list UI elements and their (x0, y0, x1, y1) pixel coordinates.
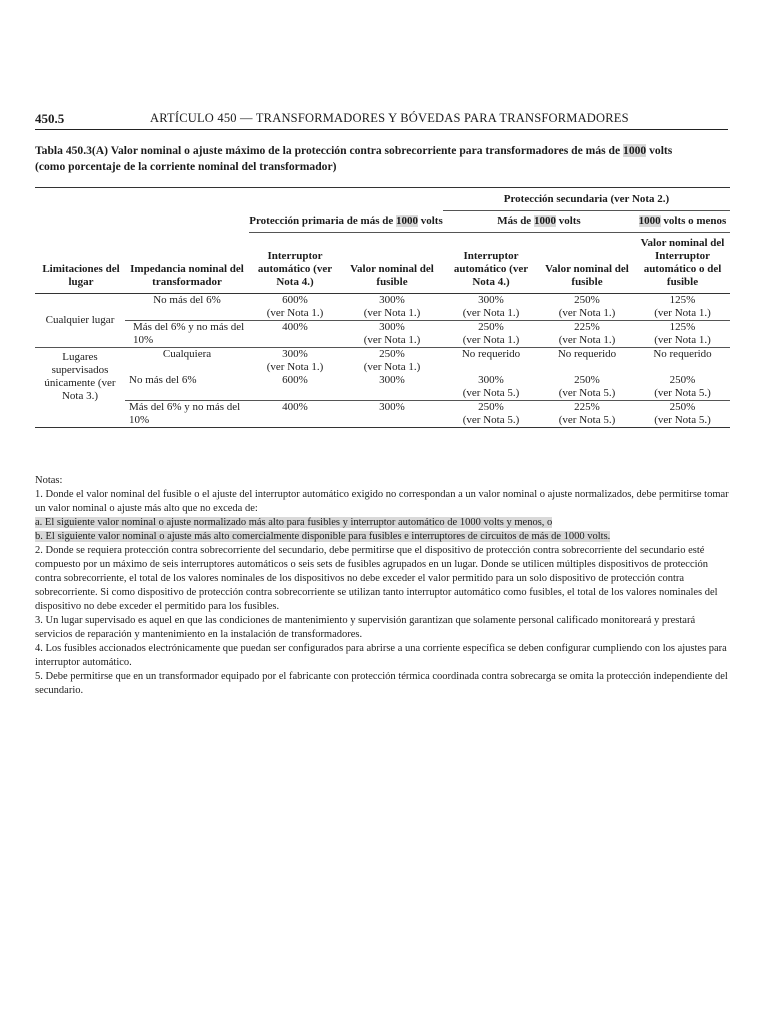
secondary-protection-header: Protección secundaria (ver Nota 2.) (443, 188, 730, 211)
note-5: 5. Debe permitirse que en un transformador equipado por el fabricante con protección térmica coordinada contra sobrecarga se omita la protección independiente del secundario. (35, 671, 728, 696)
secondary-over-header (443, 210, 635, 232)
secondary-breaker-header: Interruptor automático (ver Nota 4.) (453, 249, 529, 288)
secondary-breaker-cell: 300% (ver Nota 5.) (462, 373, 520, 399)
primary-fuse-cell: 250% (ver Nota 1.) (363, 347, 421, 373)
table-title-text: Tabla 450.3(A) Valor nominal o ajuste máximo de la protección contra sobrecorriente para transformadores de más de (35, 144, 624, 157)
secondary-breaker-cell: 250% (ver Nota 1.) (462, 320, 520, 346)
primary-breaker-cell: 300% (ver Nota 1.) (266, 347, 324, 373)
primary-header-text: Protección primaria de más de (249, 214, 396, 227)
secondary-under-rating-header: Valor nominal del Interruptor automático o del fusible (640, 236, 725, 288)
page-header (35, 109, 728, 130)
impedance-header: Impedancia nominal del transformador (130, 262, 244, 288)
sec-over-highlight: 1000 (533, 214, 556, 227)
table-row (35, 347, 730, 374)
section-number: 450.5 (35, 111, 65, 126)
notes-heading: Notas: (35, 475, 63, 486)
sec-under-highlight: 1000 (638, 214, 661, 227)
secondary-under-header (635, 210, 730, 232)
impedance-cell: No más del 6% (129, 373, 197, 386)
article-title: ARTÍCULO 450 — TRANSFORMADORES Y BÓVEDAS PARA TRANSFORMADORES (150, 111, 629, 125)
primary-fuse-header: Valor nominal del fusible (350, 262, 434, 288)
primary-fuse-cell: 300% (379, 400, 405, 413)
impedance-cell: Más del 6% y no más del 10% (129, 400, 241, 426)
secondary-under-cell: 250% (ver Nota 5.) (654, 373, 711, 399)
primary-breaker-header: Interruptor automático (ver Nota 4.) (257, 249, 333, 288)
note-3: 3. Un lugar supervisado es aquel en que las condiciones de mantenimiento y supervisión garantizan que solamente personal calificado monitoreará y prestará servicios de reparación y mantenimiento en la instalación de transformadores. (35, 615, 696, 640)
primary-breaker-cell: 600% (ver Nota 1.) (266, 293, 324, 319)
secondary-breaker-cell: No requerido (461, 347, 521, 360)
secondary-fuse-cell: No requerido (557, 347, 617, 360)
table-title-unit: volts (646, 144, 673, 157)
table-subtitle: (como porcentaje de la corriente nominal del transformador) (35, 160, 337, 173)
impedance-cell: Cualquiera (162, 347, 212, 360)
primary-header-highlight: 1000 (396, 214, 418, 227)
primary-fuse-cell: 300% (379, 373, 405, 386)
location-cell: Cualquier lugar (35, 293, 125, 347)
note-1: 1. Donde el valor nominal del fusible o el ajuste del interruptor automático exigido no correspondan a un valor nominal o ajuste normalizados, debe permitirse tomar un valor nominal o ajuste más alto que no exceda de: (35, 489, 729, 514)
secondary-under-cell: 125% (ver Nota 1.) (654, 320, 711, 346)
table-row (35, 320, 730, 347)
secondary-under-cell: No requerido (653, 347, 712, 360)
overcurrent-table (35, 187, 730, 428)
primary-breaker-cell: 400% (282, 400, 308, 413)
secondary-under-cell: 125% (ver Nota 1.) (654, 293, 711, 319)
note-2: 2. Donde se requiera protección contra sobrecorriente del secundario, debe permitirse que el dispositivo de protección contra sobrecorriente del secundario esté compuesto por un máximo de seis interruptores automáticos o seis sets de fusibles agrupados en un lugar. Donde se utilicen múltiples dispositivos de protección contra sobrecorriente, el total de los valores nominales de los dispositivos no debe exceder el valor permitido para un solo dispositivo de protección contra sobrecorriente. Si como dispositivo de protección contra sobrecorriente se utilizan tanto interruptor automático como fusibles, el total de los valores nominales del dispositivo no debe exceder el permitido para los fusibles. (35, 545, 718, 612)
note-4: 4. Los fusibles accionados electrónicamente que puedan ser configurados para abrirse a una corriente específica se deben configurar cumpliendo con los ajustes para interruptor automático. (35, 643, 727, 668)
impedance-cell: Más del 6% y no más del 10% (133, 320, 245, 346)
sec-under-text: volts o menos (660, 214, 727, 227)
location-header: Limitaciones del lugar (42, 262, 120, 288)
sec-over-unit: volts (555, 214, 581, 227)
table-row (35, 374, 730, 401)
impedance-cell: No más del 6% (153, 293, 221, 306)
table-notes (35, 474, 735, 698)
secondary-breaker-cell: 250% (ver Nota 5.) (462, 400, 520, 426)
primary-breaker-cell: 400% (282, 320, 308, 333)
note-1a: a. El siguiente valor nominal o ajuste normalizado más alto para fusibles y interruptor automático de 1000 volts y menos, o (35, 517, 553, 528)
primary-protection-header (249, 210, 443, 232)
secondary-under-cell: 250% (ver Nota 5.) (654, 400, 711, 426)
note-1b: b. El siguiente valor nominal o ajuste más alto comercialmente disponible para fusibles e interruptores de circuitos de más de 1000 volts. (35, 531, 611, 542)
primary-fuse-cell: 300% (ver Nota 1.) (363, 293, 421, 319)
table-row (35, 400, 730, 427)
secondary-fuse-cell: 225% (ver Nota 5.) (558, 400, 616, 426)
table-title-highlight: 1000 (623, 144, 647, 157)
sec-over-text: Más de (497, 214, 534, 227)
primary-breaker-cell: 600% (282, 373, 308, 386)
primary-fuse-cell: 300% (ver Nota 1.) (363, 320, 421, 346)
primary-header-unit: volts (418, 214, 443, 227)
secondary-fuse-cell: 225% (ver Nota 1.) (558, 320, 616, 346)
location-cell: Lugares supervisados únicamente (ver Nota 3.) (35, 347, 125, 427)
secondary-breaker-cell: 300% (ver Nota 1.) (462, 293, 520, 319)
secondary-fuse-cell: 250% (ver Nota 1.) (558, 293, 616, 319)
table-title (35, 143, 735, 175)
secondary-fuse-cell: 250% (ver Nota 5.) (558, 373, 616, 399)
secondary-fuse-header: Valor nominal del fusible (545, 262, 629, 288)
table-row (35, 293, 730, 320)
